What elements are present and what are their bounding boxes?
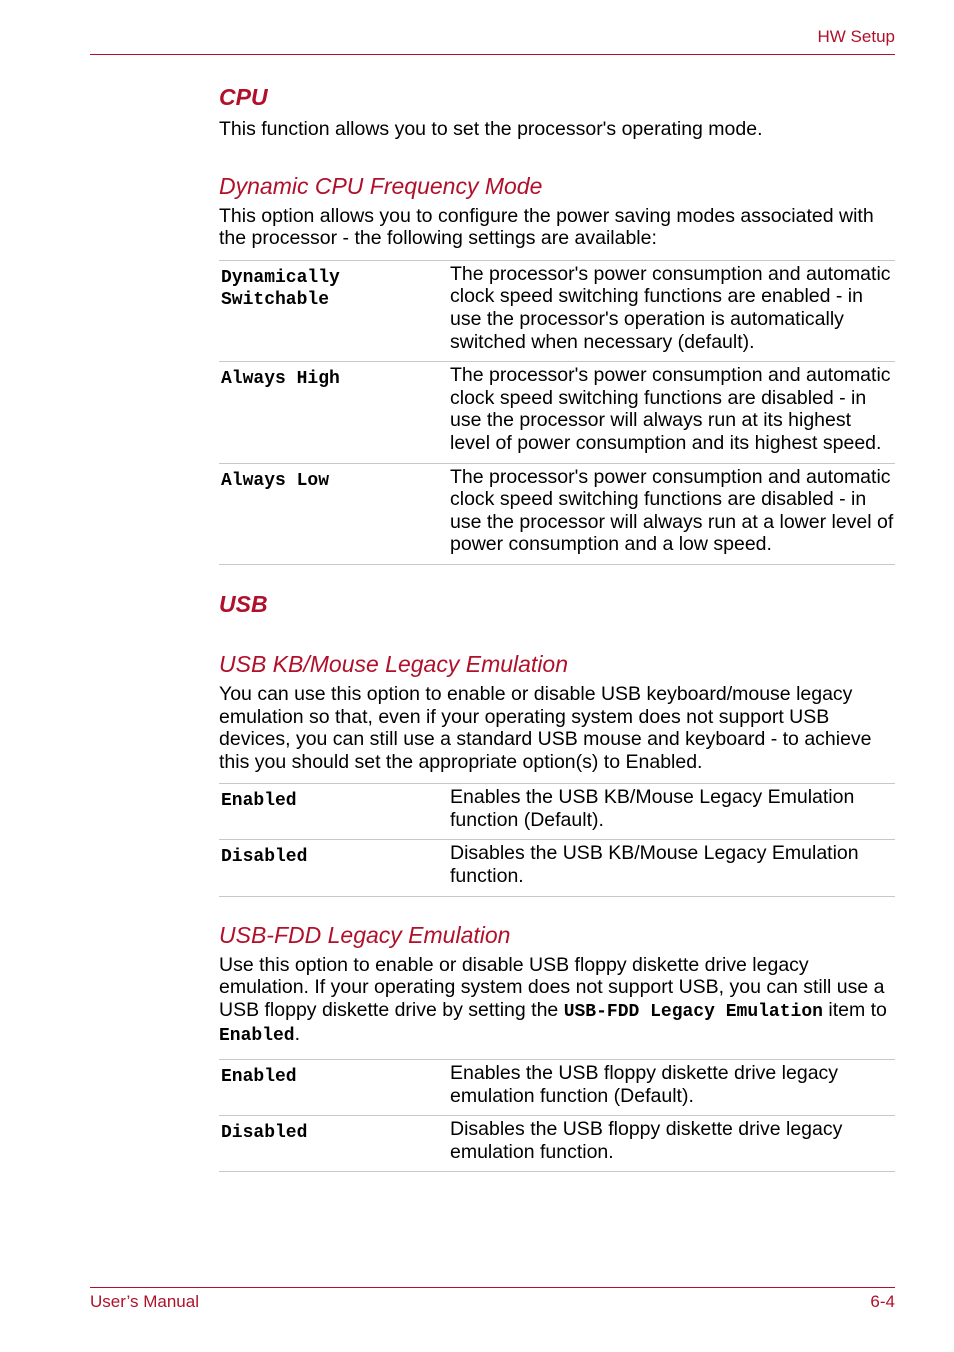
intro-text: Use this option to enable or disable USB floppy diskette drive legacy emulation. If your operating system does not support USB, you can still use a USB floppy diskette drive by setting the bbox=[219, 953, 885, 1021]
option-description: Disables the USB floppy diskette drive legacy emulation function. bbox=[450, 1118, 843, 1163]
page-number: 6-4 bbox=[870, 1292, 895, 1311]
table-row bbox=[219, 840, 895, 896]
usb-legacy-intro: You can use this option to enable or disable USB keyboard/mouse legacy emulation so that, even if your operating system does not support USB devices, you can still use a standard USB mouse and keyboard - to achieve this you should set the appropriate option(s) to Enabled. bbox=[219, 682, 872, 773]
option-key: Always Low bbox=[221, 470, 330, 491]
cpu-heading: CPU bbox=[219, 84, 268, 110]
option-description: The processor's power consumption and automatic clock speed switching functions are enabled - in use the processor's operation is automatically switched when necessary (default). bbox=[450, 262, 891, 353]
option-description: The processor's power consumption and automatic clock speed switching functions are disabled - in use the processor will always run at a lower level of power consumption and a low speed. bbox=[450, 465, 894, 556]
table-row bbox=[219, 784, 895, 840]
option-key: Always High bbox=[221, 369, 340, 390]
option-key bbox=[219, 260, 450, 361]
dynamic-cpu-intro: This option allows you to configure the power saving modes associated with the processor - the following settings are available: bbox=[219, 204, 874, 250]
table-row bbox=[219, 463, 895, 564]
usb-fdd-heading: USB-FDD Legacy Emulation bbox=[219, 921, 511, 948]
table-row bbox=[219, 1116, 895, 1172]
table-row bbox=[219, 362, 895, 463]
usb-heading: USB bbox=[219, 590, 268, 617]
page-content bbox=[219, 83, 895, 1172]
dynamic-cpu-options-table bbox=[219, 260, 895, 565]
option-key: Enabled bbox=[221, 1067, 297, 1088]
option-description: Enables the USB floppy diskette drive legacy emulation function (Default). bbox=[450, 1062, 839, 1107]
option-key-line: Dynamically bbox=[221, 267, 340, 288]
option-key: Enabled bbox=[221, 791, 297, 812]
table-row bbox=[219, 1060, 895, 1116]
option-description: Enables the USB KB/Mouse Legacy Emulation function (Default). bbox=[450, 786, 855, 831]
usb-fdd-intro bbox=[219, 954, 895, 1048]
usb-legacy-heading: USB KB/Mouse Legacy Emulation bbox=[219, 650, 569, 677]
option-key-line: Switchable bbox=[221, 289, 330, 310]
option-key: Disabled bbox=[221, 1123, 308, 1144]
cpu-intro: This function allows you to set the processor's operating mode. bbox=[219, 118, 763, 140]
usb-legacy-options-table bbox=[219, 783, 895, 896]
usb-fdd-options-table bbox=[219, 1059, 895, 1172]
header-rule bbox=[90, 54, 895, 55]
footer-manual-title: User’s Manual bbox=[90, 1292, 199, 1311]
intro-text: item to bbox=[822, 998, 887, 1021]
table-row bbox=[219, 260, 895, 361]
setting-name: USB-FDD Legacy Emulation bbox=[563, 1001, 823, 1022]
option-description: The processor's power consumption and automatic clock speed switching functions are disabled - in use the processor will always run at its highest level of power consumption and its highest speed. bbox=[450, 364, 891, 454]
option-description: Disables the USB KB/Mouse Legacy Emulation function. bbox=[450, 842, 859, 888]
option-key: Disabled bbox=[221, 847, 308, 868]
footer-rule bbox=[90, 1287, 895, 1288]
running-header: HW Setup bbox=[817, 27, 895, 46]
dynamic-cpu-heading: Dynamic CPU Frequency Mode bbox=[219, 172, 543, 199]
intro-text: . bbox=[294, 1023, 301, 1046]
setting-value: Enabled bbox=[219, 1026, 295, 1047]
